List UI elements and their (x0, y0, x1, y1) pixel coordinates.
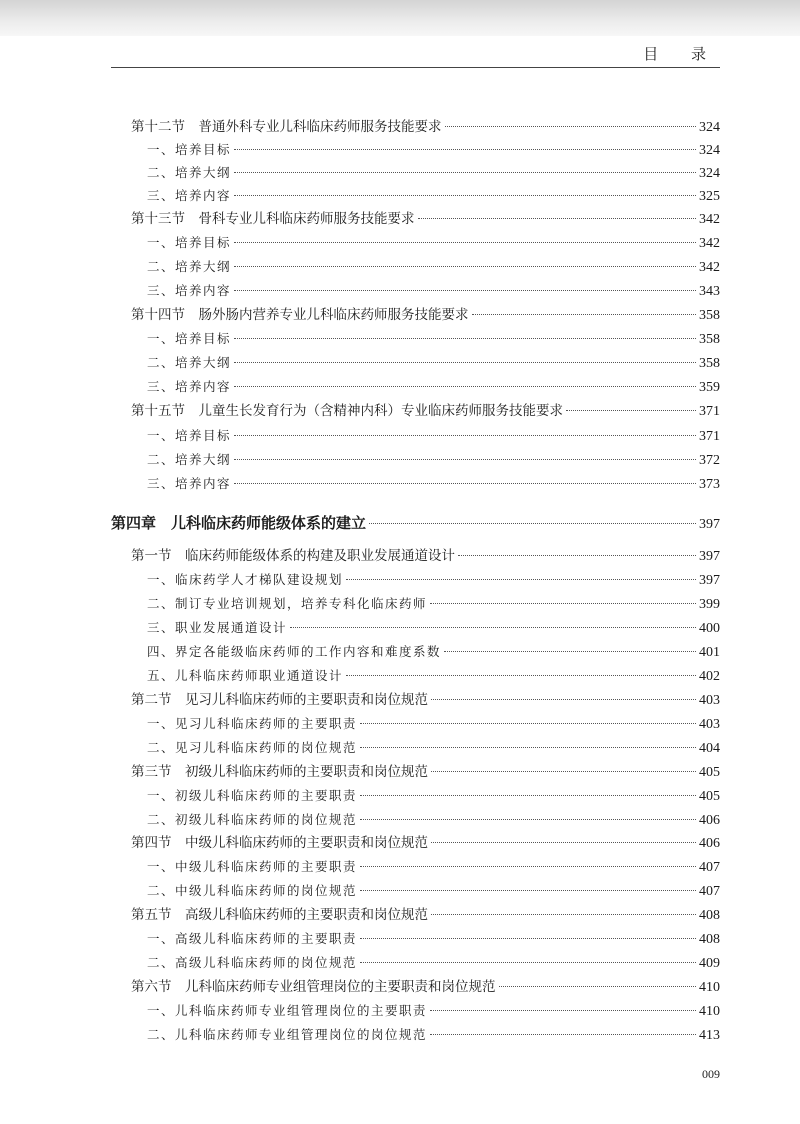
toc-entry-title: 四、界定各能级临床药师的工作内容和难度系数 (147, 644, 442, 659)
toc-entry-page: 406 (699, 836, 720, 851)
running-header-title: 目 录 (643, 45, 720, 63)
toc-item-entry[interactable] (147, 449, 720, 471)
dot-leader (360, 819, 696, 820)
toc-entry-page: 401 (699, 645, 720, 660)
footer-page-number: 009 (702, 1067, 720, 1081)
toc-item-entry[interactable] (147, 425, 720, 447)
toc-item-entry[interactable] (147, 617, 720, 639)
toc-entry-title: 二、培养大纲 (147, 259, 232, 274)
dot-leader (360, 938, 696, 939)
toc-entry-title: 一、中级儿科临床药师的主要职责 (147, 859, 358, 874)
toc-entry-title: 第五节 高级儿科临床药师的主要职责和岗位规范 (131, 907, 428, 923)
dot-leader (360, 795, 696, 796)
toc-item-entry[interactable] (147, 928, 720, 950)
toc-entry-title: 一、培养目标 (147, 331, 232, 346)
toc-entry-title: 第四节 中级儿科临床药师的主要职责和岗位规范 (131, 835, 428, 851)
toc-item-entry[interactable] (147, 809, 720, 831)
toc-item-entry[interactable] (147, 185, 720, 207)
toc-entry-title: 一、初级儿科临床药师的主要职责 (147, 788, 358, 803)
toc-entry-page: 403 (699, 717, 720, 732)
dot-leader (431, 842, 696, 843)
dot-leader (234, 266, 696, 267)
toc-entry-page: 413 (699, 1028, 720, 1043)
toc-entry-page: 342 (699, 260, 720, 275)
toc-item-entry[interactable] (147, 256, 720, 278)
toc-entry-page: 397 (699, 549, 720, 564)
toc-entry-page: 359 (699, 380, 720, 395)
toc-entry-page: 407 (699, 860, 720, 875)
toc-entry-title: 二、儿科临床药师专业组管理岗位的岗位规范 (147, 1027, 428, 1042)
toc-entry-title: 三、培养内容 (147, 476, 232, 491)
toc-entry-page: 324 (699, 120, 720, 135)
dot-leader (360, 747, 696, 748)
toc-item-entry[interactable] (147, 139, 720, 161)
toc-entry-page: 324 (699, 143, 720, 158)
toc-entry-title: 第二节 见习儿科临床药师的主要职责和岗位规范 (131, 692, 428, 708)
toc-entry-title: 第十五节 儿童生长发育行为（含精神内科）专业临床药师服务技能要求 (131, 403, 563, 419)
dot-leader (472, 314, 697, 315)
toc-entry-title: 二、培养大纲 (147, 355, 232, 370)
dot-leader (431, 914, 696, 915)
toc-item-entry[interactable] (147, 473, 720, 495)
toc-section-entry[interactable] (131, 545, 720, 567)
toc-entry-page: 400 (699, 621, 720, 636)
dot-leader (430, 1034, 696, 1035)
toc-entry-page: 405 (699, 789, 720, 804)
dot-leader (234, 386, 696, 387)
toc-entry-page: 372 (699, 453, 720, 468)
toc-entry-title: 二、见习儿科临床药师的岗位规范 (147, 740, 358, 755)
toc-entry-title: 二、高级儿科临床药师的岗位规范 (147, 955, 358, 970)
toc-entry-page: 409 (699, 956, 720, 971)
toc-entry-title: 第一节 临床药师能级体系的构建及职业发展通道设计 (131, 548, 455, 564)
toc-entry-page: 405 (699, 765, 720, 780)
dot-leader (431, 699, 696, 700)
dot-leader (234, 362, 696, 363)
toc-entry-page: 343 (699, 284, 720, 299)
dot-leader (234, 483, 696, 484)
toc-entry-title: 一、见习儿科临床药师的主要职责 (147, 716, 358, 731)
toc-item-entry[interactable] (147, 280, 720, 302)
toc-entry-title: 一、儿科临床药师专业组管理岗位的主要职责 (147, 1003, 428, 1018)
toc-entry-title: 二、初级儿科临床药师的岗位规范 (147, 812, 358, 827)
toc-entry-page: 371 (699, 429, 720, 444)
toc-entry-title: 一、高级儿科临床药师的主要职责 (147, 931, 358, 946)
toc-item-entry[interactable] (147, 880, 720, 902)
toc-entry-title: 一、培养目标 (147, 235, 232, 250)
dot-leader (234, 172, 696, 173)
toc-entry-title: 三、培养内容 (147, 188, 232, 203)
toc-item-entry[interactable] (147, 713, 720, 735)
toc-entry-page: 403 (699, 693, 720, 708)
dot-leader (234, 435, 696, 436)
toc-entry-title: 二、制订专业培训规划，培养专科化临床药师 (147, 596, 428, 611)
toc-item-entry[interactable] (147, 328, 720, 350)
toc-entry-page: 397 (699, 517, 720, 532)
toc-entry-page: 358 (699, 356, 720, 371)
toc-section-entry[interactable] (131, 904, 720, 926)
toc-entry-page: 325 (699, 189, 720, 204)
toc-section-entry[interactable] (131, 976, 720, 998)
dot-leader (360, 723, 696, 724)
dot-leader (566, 410, 696, 411)
toc-entry-page: 408 (699, 932, 720, 947)
dot-leader (418, 218, 697, 219)
toc-entry-page: 410 (699, 980, 720, 995)
toc-section-entry[interactable] (131, 304, 720, 326)
dot-leader (346, 675, 696, 676)
toc-item-entry[interactable] (147, 162, 720, 184)
toc-entry-title: 第十三节 骨科专业儿科临床药师服务技能要求 (131, 211, 415, 227)
toc-item-entry[interactable] (147, 593, 720, 615)
dot-leader (234, 338, 696, 339)
toc-entry-page: 399 (699, 597, 720, 612)
toc-section-entry[interactable] (131, 761, 720, 783)
toc-item-entry[interactable] (147, 641, 720, 663)
dot-leader (430, 603, 696, 604)
toc-entry-title: 第十二节 普通外科专业儿科临床药师服务技能要求 (131, 119, 442, 135)
dot-leader (234, 195, 696, 196)
toc-entry-title: 第四章 儿科临床药师能级体系的建立 (111, 514, 367, 532)
toc-item-entry[interactable] (147, 352, 720, 374)
dot-leader (290, 627, 696, 628)
toc-entry-title: 第三节 初级儿科临床药师的主要职责和岗位规范 (131, 764, 428, 780)
toc-entry-page: 371 (699, 404, 720, 419)
dot-leader (234, 290, 696, 291)
toc-entry-title: 一、临床药学人才梯队建设规划 (147, 572, 344, 587)
dot-leader (360, 962, 696, 963)
toc-entry-page: 373 (699, 477, 720, 492)
toc-entry-title: 二、培养大纲 (147, 165, 232, 180)
toc-item-entry[interactable] (147, 665, 720, 687)
toc-entry-title: 一、培养目标 (147, 428, 232, 443)
toc-entry-title: 五、儿科临床药师职业通道设计 (147, 668, 344, 683)
dot-leader (360, 866, 696, 867)
toc-section-entry[interactable] (131, 689, 720, 711)
header-divider (111, 67, 720, 68)
toc-item-entry[interactable] (147, 376, 720, 398)
toc-entry-page: 397 (699, 573, 720, 588)
toc-entry-page: 404 (699, 741, 720, 756)
toc-item-entry[interactable] (147, 785, 720, 807)
toc-item-entry[interactable] (147, 856, 720, 878)
toc-item-entry[interactable] (147, 737, 720, 759)
toc-entry-page: 358 (699, 308, 720, 323)
toc-entry-title: 三、培养内容 (147, 379, 232, 394)
toc-entry-page: 342 (699, 236, 720, 251)
toc-entry-title: 二、培养大纲 (147, 452, 232, 467)
dot-leader (346, 579, 696, 580)
toc-entry-page: 342 (699, 212, 720, 227)
dot-leader (234, 242, 696, 243)
toc-section-entry[interactable] (131, 208, 720, 230)
toc-section-entry[interactable] (131, 400, 720, 422)
toc-item-entry[interactable] (147, 1024, 720, 1046)
dot-leader (499, 986, 697, 987)
dot-leader (431, 771, 696, 772)
toc-entry-title: 三、培养内容 (147, 283, 232, 298)
toc-entry-page: 408 (699, 908, 720, 923)
dot-leader (458, 555, 696, 556)
toc-entry-title: 二、中级儿科临床药师的岗位规范 (147, 883, 358, 898)
toc-item-entry[interactable] (147, 232, 720, 254)
toc-item-entry[interactable] (147, 1000, 720, 1022)
dot-leader (369, 523, 696, 524)
dot-leader (430, 1010, 696, 1011)
toc-entry-page: 410 (699, 1004, 720, 1019)
toc-chapter-entry[interactable] (111, 512, 720, 534)
dot-leader (234, 149, 696, 150)
dot-leader (444, 651, 696, 652)
toc-entry-page: 406 (699, 813, 720, 828)
toc-entry-title: 第六节 儿科临床药师专业组管理岗位的主要职责和岗位规范 (131, 979, 496, 995)
toc-entry-title: 一、培养目标 (147, 142, 232, 157)
dot-leader (360, 890, 696, 891)
toc-entry-page: 358 (699, 332, 720, 347)
toc-section-entry[interactable] (131, 832, 720, 854)
dot-leader (445, 126, 697, 127)
toc-entry-page: 407 (699, 884, 720, 899)
toc-section-entry[interactable] (131, 116, 720, 138)
toc-entry-page: 402 (699, 669, 720, 684)
toc-item-entry[interactable] (147, 952, 720, 974)
page-top-band (0, 0, 800, 36)
toc-entry-title: 三、职业发展通道设计 (147, 620, 288, 635)
toc-entry-page: 324 (699, 166, 720, 181)
toc-item-entry[interactable] (147, 569, 720, 591)
dot-leader (234, 459, 696, 460)
toc-entry-title: 第十四节 肠外肠内营养专业儿科临床药师服务技能要求 (131, 307, 469, 323)
